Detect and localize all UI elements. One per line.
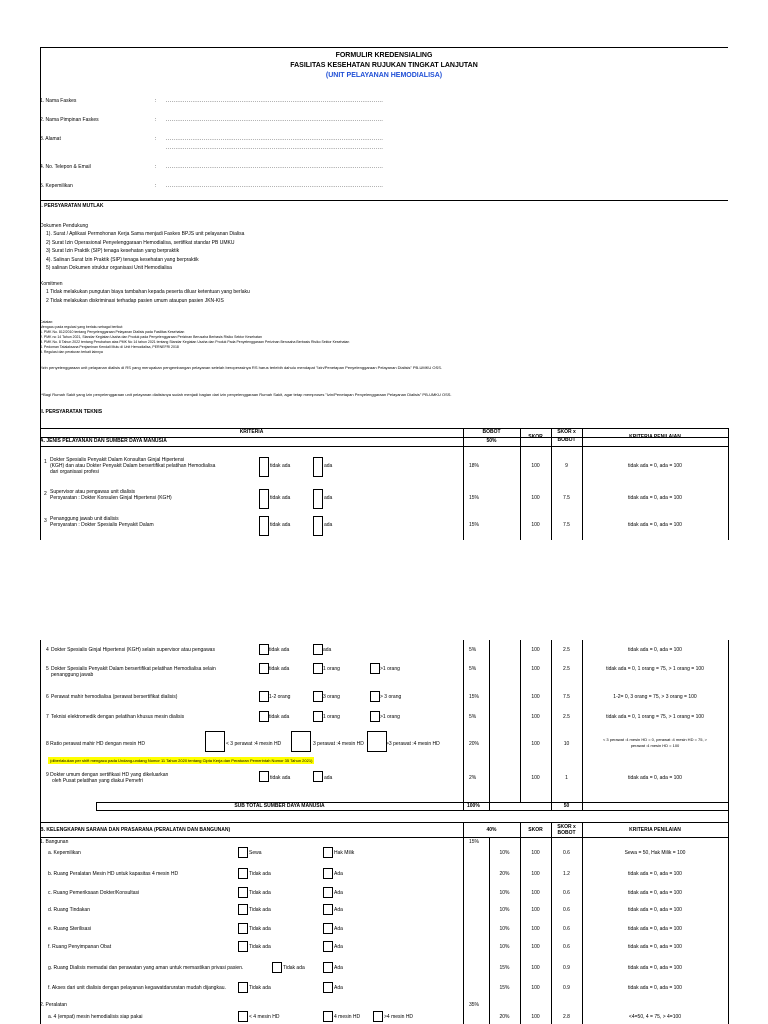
- tableB-vline-1: [463, 822, 464, 1024]
- row9-option1-checkbox[interactable]: [259, 771, 269, 782]
- row-number: 7: [46, 714, 49, 720]
- tableB-line-1: [40, 822, 728, 823]
- rowB-criteria-text: d. Ruang Tindakan: [48, 907, 90, 913]
- option-checkbox[interactable]: [313, 691, 323, 702]
- identity-label: 4. No. Telepon & Email: [40, 164, 91, 170]
- option1-checkbox[interactable]: [259, 516, 269, 536]
- rowB-skor: 100: [531, 926, 540, 932]
- row-skor: 100: [531, 463, 540, 469]
- option2-checkbox[interactable]: [313, 489, 323, 509]
- row8-option2-checkbox[interactable]: [291, 731, 311, 752]
- subsection-a-title: A. JENIS PELAYANAN DAN SUMBER DAYA MANUSIA: [40, 438, 167, 444]
- row-criteria-text: Teknisi elektromedik dengan pelatihan khusus mesin dialisis: [51, 714, 185, 720]
- identity-colon: :: [155, 183, 157, 189]
- rowB-bobot: 10%: [499, 907, 510, 913]
- sectionB-skorx: SKOR x: [557, 824, 576, 830]
- rowB-option2-label: Ada: [334, 944, 343, 950]
- subtotal-vline-2: [489, 802, 490, 810]
- row-criteria-text: Dokter Spesialis Penyakit Dalam bersertifikat pelatihan Hemodialisa selain: [51, 666, 216, 672]
- form-subtitle: FASILITAS KESEHATAN RUJUKAN TINGKAT LANJUTAN: [290, 62, 478, 69]
- col-skor: SKOR: [528, 434, 543, 440]
- row-number: 1: [44, 459, 47, 465]
- row8-option1-label: < 3 perawat :4 mesin HD: [226, 741, 282, 747]
- rowB2a-bobot: 20%: [499, 1014, 510, 1020]
- bangunan-label: 1. Bangunan: [40, 839, 69, 845]
- identity-input-dots[interactable]: ...................................................................................................................: [166, 145, 384, 151]
- identity-input-dots[interactable]: ...................................................................................................................: [166, 183, 384, 189]
- row-skor-bobot: 2.5: [563, 714, 570, 720]
- rowB-option1-label: Tidak ada: [249, 944, 271, 950]
- row-skor-bobot: 2.5: [563, 647, 570, 653]
- row-criteria-text: Supervisor atau pengawas unit dialisis: [50, 489, 136, 495]
- star-note-1: *Izin penyelenggaraan unit pelayanan dialisis di RS yang merupakan pengembangan pelayanan setelah beroperasinya RS harus terlebih dahulu mendapat "Izin/Penetapan Penyelenggaraan Pelayanan Dialisis" PB-UMKU OSS.: [40, 365, 442, 370]
- rowB-penilaian: tidak ada = 0, ada = 100: [628, 890, 682, 896]
- row-criteria-text: Penanggung jawab unit dialisis: [50, 516, 119, 522]
- row-criteria-text: Perawat mahir hemodialisa (perawat bersertifikat dialisis): [51, 694, 178, 700]
- identity-input-dots[interactable]: ...................................................................................................................: [166, 136, 384, 142]
- rowB-skor-bobot: 0.9: [563, 965, 570, 971]
- rowB-option2-checkbox[interactable]: [323, 962, 333, 973]
- subtotal-label: SUB TOTAL SUMBER DAYA MANUSIA: [234, 803, 325, 809]
- row9-skor-bobot: 1: [565, 775, 568, 781]
- row-number: 3: [44, 518, 47, 524]
- rowB-option1-label: Tidak ada: [249, 926, 271, 932]
- row-bobot: 15%: [469, 694, 480, 700]
- komitmen-item: 2 Tidak melakukan diskriminasi terhadap pasien umum ataupun pasien JKN-KIS: [46, 298, 224, 304]
- tableA2-vline-1: [463, 640, 464, 802]
- option1-checkbox[interactable]: [259, 489, 269, 509]
- identity-colon: :: [155, 136, 157, 142]
- row-criteria-text: Dokter Spesialis Ginjal Hipertensi (KGH) selain supervisor atau pengawas: [51, 647, 215, 653]
- rowB-skor: 100: [531, 850, 540, 856]
- form-title: FORMULIR KREDENSIALING: [335, 52, 433, 59]
- row8-skor-bobot: 10: [563, 741, 570, 747]
- rowB-criteria-text: b. Ruang Peralatan Mesin HD untuk kapasitas 4 mesin HD: [48, 871, 179, 877]
- rowB2a-label: a. 4 (empat) mesin hemodialisis siap pakai: [48, 1014, 143, 1020]
- rowB-option2-label: Ada: [334, 985, 343, 991]
- regulation-note: 2. PMK no 14 Tahun 2021, Standar Kegiatan Usaha dan Produk pada Penyelenggaraan Perizinan Berusaha Berbasis Risiko Sektor Kesehatan: [40, 335, 262, 339]
- row-criteria-text: Persyaratan : Dokter Konsulen Ginjal Hipertensi (KGH): [50, 495, 172, 501]
- row-skor: 100: [531, 522, 540, 528]
- row9-option2-label: ada: [324, 775, 333, 781]
- row8-penilaian-2: perawat :4 mesin HD = 100: [630, 743, 680, 748]
- rowB-penilaian: tidak ada = 0, ada = 100: [628, 965, 682, 971]
- regulation-note: 4. Pedoman Tatalaksana Penjaminan Kendali Mutu di Unit Hemodialisa, PERNEFRI 2018: [40, 345, 179, 349]
- komitmen-label: Komitmen: [40, 281, 63, 287]
- col-skorx: SKOR x: [557, 429, 576, 435]
- row-penilaian: 1-2= 0, 3 orang = 75, > 3 orang = 100: [613, 694, 697, 700]
- dokumen-item: 4). Salinan Surat Izin Praktik (SIP) tenaga kesehatan yang berpraktik: [46, 256, 199, 263]
- row8-option2-label: 3 perawat :4 mesin HD: [313, 741, 364, 747]
- rowB-option2-checkbox[interactable]: [323, 923, 333, 934]
- identity-input-dots[interactable]: ...................................................................................................................: [166, 164, 384, 170]
- row-criteria-text: Dokter Spesialis Penyakit Dalam Konsultan Ginjal Hipertensi: [50, 457, 185, 463]
- rowB-skor-bobot: 0.6: [563, 926, 570, 932]
- rowB-option1-checkbox[interactable]: [238, 904, 248, 915]
- rowB-penilaian: tidak ada = 0, ada = 100: [628, 907, 682, 913]
- form-unit: (UNIT PELAYANAN HEMODIALISA): [325, 72, 443, 79]
- rowB-skor-bobot: 0.9: [563, 985, 570, 991]
- sectionB-skor: SKOR: [528, 827, 543, 833]
- identity-colon: :: [155, 98, 157, 104]
- row-bobot: 5%: [469, 666, 477, 672]
- row8-penilaian-1: < 3 perawat :4 mesin HD = 0, perawat :4 mesin HD = 75, >: [602, 737, 708, 742]
- regulation-note: Mengacu pada regulasi yang berlaku sebagai berikut:: [40, 325, 124, 329]
- row-skor-bobot: 7.5: [563, 694, 570, 700]
- col-kriteria: KRITERIA: [239, 429, 264, 435]
- option-checkbox[interactable]: [259, 663, 269, 674]
- row-number: 6: [46, 694, 49, 700]
- sectionB-penilaian: KRITERIA PENILAIAN: [629, 827, 681, 833]
- rowB-skor: 100: [531, 871, 540, 877]
- rowB-criteria-text: a. Kepemilikan: [48, 850, 81, 856]
- rowB-option1-checkbox[interactable]: [238, 923, 248, 934]
- rowB-option2-label: Hak Milik: [334, 850, 355, 856]
- rowB-criteria-text: g. Ruang Dialisis memadai dan perawatan yang aman untuk memastikan privasi pasien.: [48, 965, 244, 971]
- option-checkbox[interactable]: [370, 663, 380, 674]
- option1-label: tidak ada: [270, 522, 291, 528]
- rowB-option2-checkbox[interactable]: [323, 868, 333, 879]
- row-penilaian: tidak ada = 0, ada = 100: [628, 495, 682, 501]
- rowB-bobot: 10%: [499, 890, 510, 896]
- rowB2a-option3-label: >4 mesin HD: [384, 1014, 414, 1020]
- rowB-penilaian: tidak ada = 0, ada = 100: [628, 871, 682, 877]
- rowB-skor: 100: [531, 944, 540, 950]
- row-bobot: 5%: [469, 647, 477, 653]
- row-number: 4: [46, 647, 49, 653]
- row9-bobot: 2%: [469, 775, 477, 781]
- identity-label: 3. Alamat: [40, 136, 61, 142]
- sectionB-skorx-2: BOBOT: [557, 830, 576, 836]
- rowB-option2-label: Ada: [334, 926, 343, 932]
- option2-checkbox[interactable]: [313, 457, 323, 477]
- rowB-skor-bobot: 1.2: [563, 871, 570, 877]
- row-skor: 100: [531, 495, 540, 501]
- rowB-option1-checkbox[interactable]: [238, 982, 248, 993]
- option-label: 1-2 orang: [269, 694, 291, 700]
- option-label: 3 orang: [323, 694, 340, 700]
- rowB-skor-bobot: 0.6: [563, 944, 570, 950]
- tableA-line-3: [40, 446, 728, 447]
- option-label: 1 orang: [323, 714, 340, 720]
- col-penilaian: KRITERIA PENILAIAN: [629, 434, 681, 440]
- rowB-bobot: 15%: [499, 985, 510, 991]
- rowB-penilaian: tidak ada = 0, ada = 100: [628, 926, 682, 932]
- rowB-option2-label: Ada: [334, 907, 343, 913]
- sectionB-bobot: 40%: [486, 827, 497, 833]
- rowB-option1-label: Tidak ada: [283, 965, 305, 971]
- rowB-option1-checkbox[interactable]: [238, 847, 248, 858]
- rowB-skor: 100: [531, 890, 540, 896]
- option2-checkbox[interactable]: [313, 516, 323, 536]
- bangunan-pct: 15%: [469, 839, 480, 845]
- rowB-skor-bobot: 0.6: [563, 890, 570, 896]
- row8-option1-checkbox[interactable]: [205, 731, 225, 752]
- tableA-vline-1: [463, 428, 464, 540]
- row-penilaian: tidak ada = 0, 1 orang = 75, > 1 orang = 100: [606, 714, 704, 720]
- rowB-option2-checkbox[interactable]: [323, 941, 333, 952]
- subtotal-bobot: 100%: [467, 803, 480, 809]
- option2-label: ada: [324, 495, 333, 501]
- row-criteria-text: Persyaratan : Dokter Spesialis Penyakit Dalam: [50, 522, 154, 528]
- rowB-option1-checkbox[interactable]: [238, 941, 248, 952]
- option-checkbox[interactable]: [370, 691, 380, 702]
- komitmen-item: 1 Tidak melakukan pungutan biaya tambahan kepada peserta diluar ketentuan yang berlaku: [46, 289, 250, 295]
- tableB-line-2: [40, 837, 728, 838]
- identity-input-dots[interactable]: ...................................................................................................................: [166, 117, 384, 123]
- option-label: > 3 orang: [380, 694, 402, 700]
- rowB-criteria-text: f. Ruang Penyimpanan Obat: [48, 944, 112, 950]
- row-skor-bobot: 2.5: [563, 666, 570, 672]
- rowB2a-option2-label: 4 mesin HD: [334, 1014, 361, 1020]
- rowB-bobot: 10%: [499, 850, 510, 856]
- rowB2a-option2-checkbox[interactable]: [323, 1011, 333, 1022]
- rowB-option1-label: Tidak ada: [249, 890, 271, 896]
- rowB-option1-label: Tidak ada: [249, 871, 271, 877]
- row8-option3-label: >3 perawat :4 mesin HD: [386, 741, 440, 747]
- row-bobot: 18%: [469, 463, 480, 469]
- rowB-option1-checkbox[interactable]: [238, 887, 248, 898]
- rowB2a-option3-checkbox[interactable]: [373, 1011, 383, 1022]
- section1-line: [40, 200, 728, 201]
- option1-label: tidak ada: [270, 463, 291, 469]
- dokumen-item: 3) Surat Izin Praktik (SIP) tenaga kesehatan yang berpraktik: [46, 248, 180, 255]
- row8-option3-checkbox[interactable]: [367, 731, 387, 752]
- option-checkbox[interactable]: [259, 644, 269, 655]
- row-number: 2: [44, 491, 47, 497]
- rowB-option2-label: Ada: [334, 890, 343, 896]
- peralatan-pct: 35%: [469, 1002, 480, 1008]
- peralatan-label: 2. Peralatan: [40, 1002, 67, 1008]
- dokumen-item: 2) Surat Izin Operasional Penyelenggaraan Hemodialisa, sertifikat standar PB UMKU: [46, 239, 235, 246]
- rowB-option2-checkbox[interactable]: [323, 982, 333, 993]
- rowB-criteria-text: f. Akses dari unit dialisis dengan pelayanan kegawatdaruratan mudah dijangkau.: [48, 985, 226, 991]
- regulation-note: 5. Regulasi dan peraturan terkait lainnya: [40, 350, 103, 354]
- rowB-option2-label: Ada: [334, 965, 343, 971]
- row-penilaian: tidak ada = 0, ada = 100: [628, 647, 682, 653]
- option-checkbox[interactable]: [259, 691, 269, 702]
- rowB-option1-checkbox[interactable]: [272, 962, 282, 973]
- option-checkbox[interactable]: [313, 711, 323, 722]
- regulation-note: 1. PMK No. 812/2010 tentang Penyelenggaraan Pelayanan Dialisis pada Fasilitas Kesehatan: [40, 330, 185, 334]
- subtotal-vline-1: [463, 802, 464, 810]
- regulation-note: 3. PMK No. 8 Tahun 2022 tentang Perubahan atas PMK No 14 tahun 2021 tentang Standar Kegiatan Usaha dan Produk Pada Penyelenggaraan Perizinan Berusaha Berbasis Risiko Sektor Kesehatan: [40, 340, 350, 344]
- row9-penilaian: tidak ada = 0, ada = 100: [628, 775, 682, 781]
- row-number: 5: [46, 666, 49, 672]
- row-skor: 100: [531, 647, 540, 653]
- rowB-bobot: 10%: [499, 926, 510, 932]
- row-bobot: 15%: [469, 522, 480, 528]
- option-label: tidak ada: [269, 666, 290, 672]
- option-checkbox[interactable]: [313, 644, 323, 655]
- rowB-skor-bobot: 0.6: [563, 907, 570, 913]
- row-penilaian: tidak ada = 0, 1 orang = 75, > 1 orang = 100: [606, 666, 704, 672]
- row8-bobot: 20%: [469, 741, 480, 747]
- rowB-skor: 100: [531, 965, 540, 971]
- identity-colon: :: [155, 164, 157, 170]
- option-label: tidak ada: [269, 714, 290, 720]
- rowB2a-option1-label: < 4 mesin HD: [249, 1014, 280, 1020]
- rowB-bobot: 10%: [499, 944, 510, 950]
- identity-label: 1. Nama Faskes: [40, 98, 77, 104]
- option1-label: tidak ada: [270, 495, 291, 501]
- col-skorx-2: BOBOT: [557, 437, 576, 443]
- option-label: >1 orang: [380, 714, 400, 720]
- row-skor-bobot: 7.5: [563, 495, 570, 501]
- row-skor-bobot: 9: [565, 463, 568, 469]
- rowB-skor: 100: [531, 907, 540, 913]
- star-note-2: **Bagi Rumah Sakit yang Izin penyelenggaraan unit pelayanan dialisisnya sudah menjadi bagian dari izin penyelenggaraan Rumah Sakit, agar tetap memproses "Izin/Penetapan Penyelenggaraan Pelayanan Dialisis" PB-UMKU OSS.: [40, 392, 452, 397]
- option1-checkbox[interactable]: [259, 457, 269, 477]
- section1-title: I. PERSYARATAN MUTLAK: [40, 203, 104, 209]
- row-skor: 100: [531, 714, 540, 720]
- row9-skor: 100: [531, 775, 540, 781]
- identity-label: 5. Kepemilikan: [40, 183, 73, 189]
- rowB-option1-label: Sewa: [249, 850, 262, 856]
- col-bobot: BOBOT: [482, 429, 501, 435]
- row-penilaian: tidak ada = 0, ada = 100: [628, 522, 682, 528]
- subtotal-skor-bobot: 50: [563, 803, 570, 809]
- regulation-note: Catatan:: [40, 320, 54, 324]
- tableA-vline-5: [728, 428, 729, 540]
- rowB-criteria-text: e. Ruang Sterilisasi: [48, 926, 92, 932]
- row8-skor: 100: [531, 741, 540, 747]
- identity-label: 2. Nama Pimpinan Faskes: [40, 117, 99, 123]
- rowB2a-penilaian: <4=50, 4 = 75, > 4=100: [628, 1014, 682, 1020]
- identity-colon: :: [155, 117, 157, 123]
- rowB-criteria-text: c. Ruang Pemeriksaan Dokter/Konsultasi: [48, 890, 140, 896]
- option-label: ada: [323, 647, 332, 653]
- rowB2a-skor-bobot: 2.8: [563, 1014, 570, 1020]
- rowB-option1-label: Tidak ada: [249, 985, 271, 991]
- dokumen-item: 5) salinan Dokumen struktur organisasi Unit Hemodialisa: [46, 265, 172, 272]
- option-label: >1 orang: [380, 666, 400, 672]
- rowB2a-skor: 100: [531, 1014, 540, 1020]
- tableA2-vline-2: [489, 640, 490, 802]
- rowB-option1-label: Tidak ada: [249, 907, 271, 913]
- rowB-option2-checkbox[interactable]: [323, 847, 333, 858]
- subsection-a-bobot: 50%: [486, 438, 497, 444]
- row-criteria-text: dari organisasi profesi: [50, 469, 99, 475]
- row-bobot: 5%: [469, 714, 477, 720]
- rowB-penilaian: tidak ada = 0, ada = 100: [628, 944, 682, 950]
- rowB-option1-checkbox[interactable]: [238, 868, 248, 879]
- row-skor: 100: [531, 666, 540, 672]
- subtotal-line-bottom: [96, 810, 728, 811]
- rowB-penilaian: Sewa = 50, Hak Milik = 100: [624, 850, 686, 856]
- rowB-option2-checkbox[interactable]: [323, 887, 333, 898]
- option2-label: ada: [324, 463, 333, 469]
- rowB-option2-checkbox[interactable]: [323, 904, 333, 915]
- option-label: tidak ada: [269, 647, 290, 653]
- row8-note: (diberlakukan per shift mengacu pada Undang-undang Nomor 11 Tahun 2020 tentang Cipta Kerja dan Peraturan Pemerintah Nomor 35 Tahun 2021): [50, 758, 313, 763]
- rowB-skor: 100: [531, 985, 540, 991]
- row8-label: 8 Ratio perawat mahir HD dengan mesin HD: [46, 741, 145, 747]
- row-bobot: 15%: [469, 495, 480, 501]
- option-checkbox[interactable]: [259, 711, 269, 722]
- row-skor-bobot: 7.5: [563, 522, 570, 528]
- row9-option1-label: tidak ada: [270, 775, 291, 781]
- sectionB-title: B. KELENGKAPAN SARANA DAN PRASARANA (PERALATAN DAN BANGUNAN): [40, 827, 231, 833]
- row-criteria-text: (KGH) dan atau Dokter Penyakit Dalam bersertifikat pelatihan Hemodialisa: [50, 463, 216, 469]
- option-label: 1 orang: [323, 666, 340, 672]
- section2-title: II. PERSYARATAN TEKNIS: [40, 409, 103, 415]
- row9-label: 9 Dokter umum dengan sertifikasi HD yang dikeluarkan: [46, 772, 169, 778]
- identity-input-dots[interactable]: ...................................................................................................................: [166, 98, 384, 104]
- rowB-bobot: 15%: [499, 965, 510, 971]
- row-penilaian: tidak ada = 0, ada = 100: [628, 463, 682, 469]
- row-criteria-text-2: penanggung jawab: [51, 672, 94, 678]
- row-skor: 100: [531, 694, 540, 700]
- option-checkbox[interactable]: [370, 711, 380, 722]
- dokumen-label: Dokumen Pendukung: [40, 223, 89, 229]
- option-checkbox[interactable]: [313, 663, 323, 674]
- option2-label: ada: [324, 522, 333, 528]
- subtotal-vline-4: [582, 802, 583, 810]
- dokumen-item: 1). Surat / Aplikasi Permohonan Kerja Sama menjadi Faskes BPJS unit pelayanan Dialisa: [46, 231, 245, 237]
- rowB-penilaian: tidak ada = 0, ada = 100: [628, 985, 682, 991]
- header-top-line: [40, 47, 728, 48]
- rowB-option2-label: Ada: [334, 871, 343, 877]
- row9-label-2: oleh Pusat pelatihan yang diakui Pernefri: [52, 778, 143, 784]
- rowB2a-option1-checkbox[interactable]: [238, 1011, 248, 1022]
- row9-option2-checkbox[interactable]: [313, 771, 323, 782]
- right-border-2: [728, 640, 729, 1024]
- rowB-bobot: 20%: [499, 871, 510, 877]
- rowB-skor-bobot: 0.6: [563, 850, 570, 856]
